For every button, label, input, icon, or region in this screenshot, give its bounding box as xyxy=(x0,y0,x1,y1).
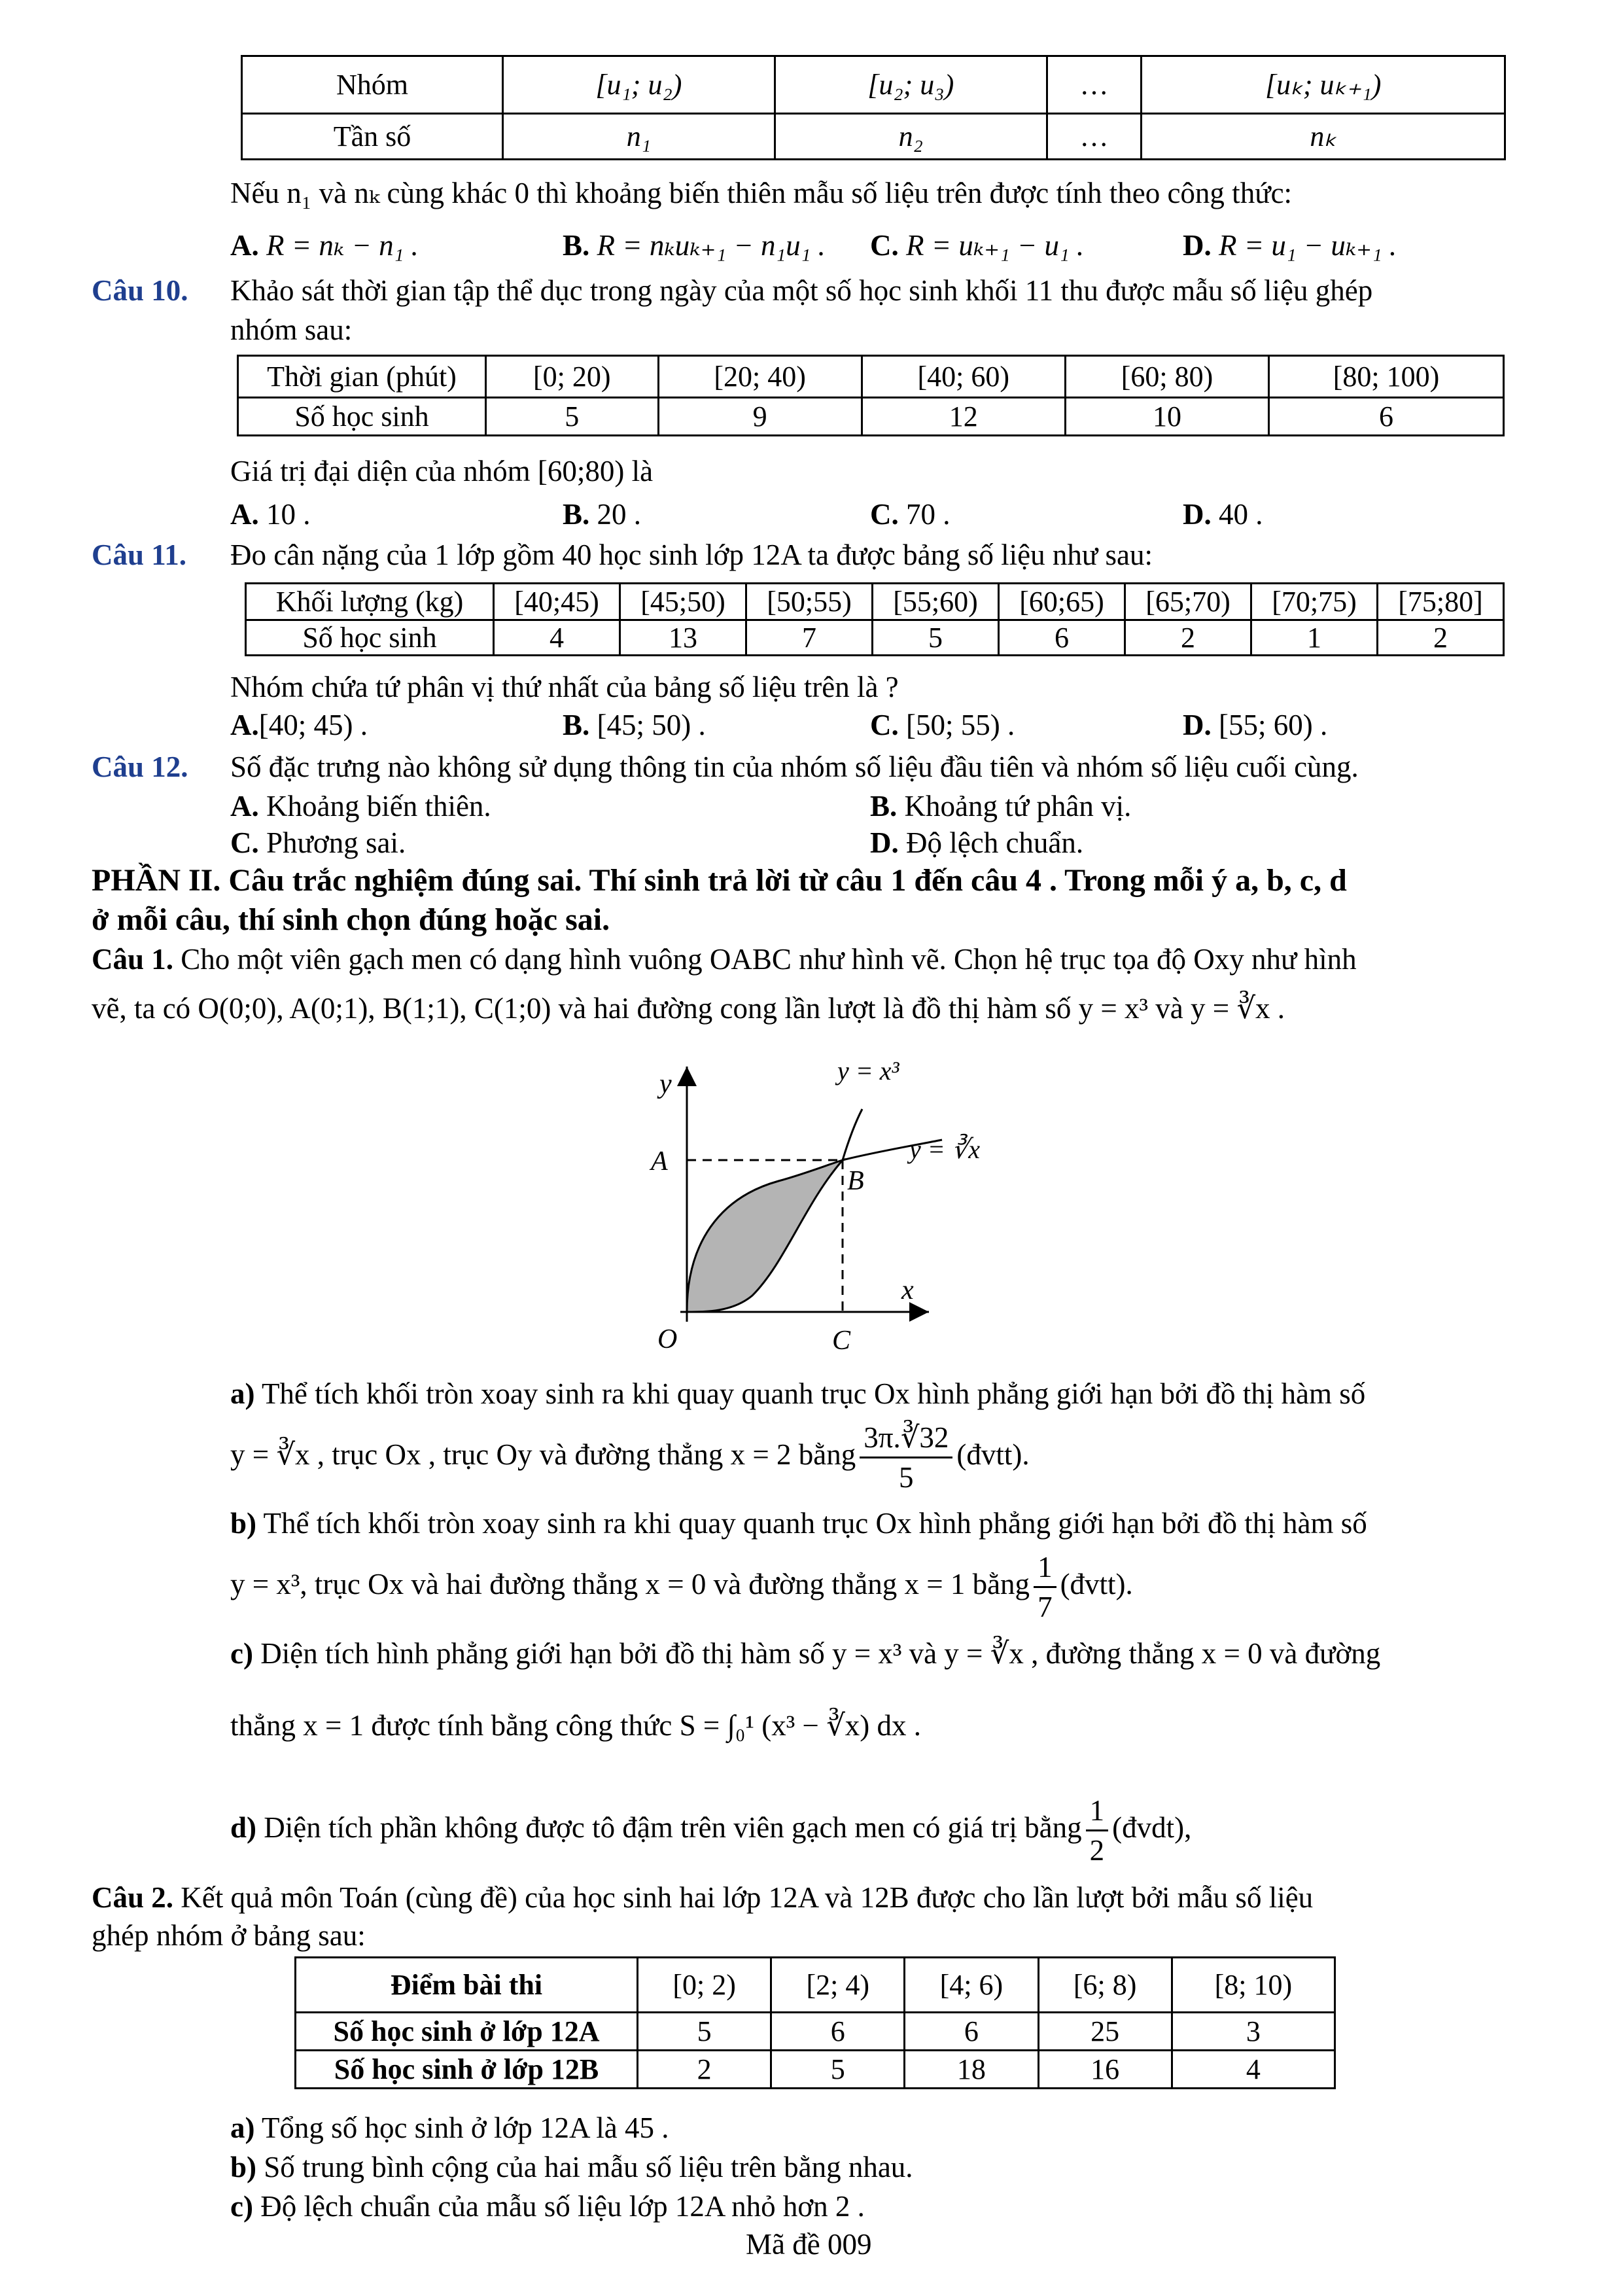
tile-figure xyxy=(589,1047,1060,1374)
cell: 13 xyxy=(620,620,746,656)
cell: Số học sinh ở lớp 12B xyxy=(296,2051,638,2089)
cell: nₖ xyxy=(1142,114,1505,160)
q11-option-c[interactable]: C. [50; 55) . xyxy=(870,709,1015,741)
p2q1-item-c-2: thẳng x = 1 được tính bằng công thức S = ∫₀¹ (x³ − ∛x) dx . xyxy=(230,1709,922,1742)
cell: [45;50) xyxy=(620,584,746,620)
p2q1-item-c: c) Diện tích hình phẳng giới hạn bởi đồ thị hàm số y = x³ và y = ∛x , đường thẳng x = 0 và đường xyxy=(230,1637,1381,1670)
cell: Điểm bài thi xyxy=(296,1958,638,2013)
q11-stem: Đo cân nặng của 1 lớp gồm 40 học sinh lớp 12A ta được bảng số liệu như sau: xyxy=(230,539,1153,571)
cell: 4 xyxy=(1172,2051,1335,2089)
p2q1-item-b: b) Thể tích khối tròn xoay sinh ra khi quay quanh trục Ox hình phẳng giới hạn bởi đồ thị hàm số xyxy=(230,1507,1367,1540)
cell: 5 xyxy=(638,2013,771,2051)
q11-label: Câu 11. xyxy=(92,539,187,571)
q12-option-c[interactable]: C. Phương sai. xyxy=(230,826,406,859)
p2q1-item-a: a) Thể tích khối tròn xoay sinh ra khi quay quanh trục Ox hình phẳng giới hạn bởi đồ thị hàm số xyxy=(230,1377,1366,1410)
label-curve-cbrt: y = ∛x xyxy=(909,1135,980,1164)
cell: 1 xyxy=(1251,620,1378,656)
q11-option-a[interactable]: A.[40; 45) . xyxy=(230,709,368,741)
q11-table xyxy=(245,582,1505,656)
cell: 6 xyxy=(771,2013,905,2051)
p2q2-stem: Câu 2. Kết quả môn Toán (cùng đề) của học sinh hai lớp 12A và 12B được cho lần lượt bởi mẫu số liệu xyxy=(92,1881,1314,1914)
cell: [2; 4) xyxy=(771,1958,905,2013)
cell: 18 xyxy=(905,2051,1038,2089)
label-b: B xyxy=(847,1166,864,1196)
cell: [40; 60) xyxy=(862,356,1065,398)
cell: [20; 40) xyxy=(658,356,862,398)
cell: 4 xyxy=(494,620,620,656)
q12-option-a[interactable]: A. Khoảng biến thiên. xyxy=(230,790,491,822)
label-y: y xyxy=(659,1069,672,1099)
p2q1-stem-2: vẽ, ta có O(0;0), A(0;1), B(1;1), C(1;0) và hai đường cong lần lượt là đồ thị hàm số y = x³ và y = ∛x . xyxy=(92,992,1285,1025)
cell: 2 xyxy=(1378,620,1504,656)
cell: [0; 20) xyxy=(486,356,659,398)
q12-stem: Số đặc trưng nào không sử dụng thông tin của nhóm số liệu đầu tiên và nhóm số liệu cuối cùng. xyxy=(230,751,1359,783)
q12-option-b[interactable]: B. Khoảng tứ phân vị. xyxy=(870,790,1132,822)
cell: [60;65) xyxy=(999,584,1125,620)
q9-option-a[interactable]: A. R = nₖ − n₁ . xyxy=(230,229,419,262)
p2q2-item-a: a) Tổng số học sinh ở lớp 12A là 45 . xyxy=(230,2111,669,2144)
cell: … xyxy=(1047,56,1142,114)
cell: [uₖ; uₖ₊₁) xyxy=(1142,56,1505,114)
curve-cube xyxy=(843,1109,862,1160)
cell: Số học sinh xyxy=(246,620,494,656)
cell: [60; 80) xyxy=(1065,356,1268,398)
cell: Khối lượng (kg) xyxy=(246,584,494,620)
q12-option-d[interactable]: D. Độ lệch chuẩn. xyxy=(870,826,1084,859)
label-c: C xyxy=(832,1326,851,1356)
cell: 9 xyxy=(658,398,862,436)
cell: 16 xyxy=(1038,2051,1172,2089)
part2-heading-2: ở mỗi câu, thí sinh chọn đúng hoặc sai. xyxy=(92,902,610,937)
cell: [40;45) xyxy=(494,584,620,620)
q12-label: Câu 12. xyxy=(92,751,188,783)
q10-label: Câu 10. xyxy=(92,274,188,307)
cell: Số học sinh xyxy=(238,398,486,436)
label-x: x xyxy=(901,1275,914,1305)
cell: [4; 6) xyxy=(905,1958,1038,2013)
cell: [80; 100) xyxy=(1269,356,1504,398)
cell: [0; 2) xyxy=(638,1958,771,2013)
cell: n₂ xyxy=(775,114,1047,160)
label-o: O xyxy=(657,1324,678,1354)
q10-table xyxy=(237,355,1505,436)
q9-option-d[interactable]: D. R = u₁ − uₖ₊₁ . xyxy=(1183,229,1397,262)
q11-question: Nhóm chứa tứ phân vị thứ nhất của bảng số liệu trên là ? xyxy=(230,671,899,703)
cell: 12 xyxy=(862,398,1065,436)
q10-question: Giá trị đại diện của nhóm [60;80) là xyxy=(230,455,654,487)
q11-option-d[interactable]: D. [55; 60) . xyxy=(1183,709,1328,741)
cell: 6 xyxy=(905,2013,1038,2051)
group-table xyxy=(241,55,1506,160)
p2q2-item-b: b) Số trung bình cộng của hai mẫu số liệu trên bằng nhau. xyxy=(230,2151,913,2183)
cell: 10 xyxy=(1065,398,1268,436)
q10-option-a[interactable]: A. 10 . xyxy=(230,498,311,531)
cell: Số học sinh ở lớp 12A xyxy=(296,2013,638,2051)
cell: … xyxy=(1047,114,1142,160)
cell: Thời gian (phút) xyxy=(238,356,486,398)
part2-heading: PHẦN II. Câu trắc nghiệm đúng sai. Thí sinh trả lời từ câu 1 đến câu 4 . Trong mỗi ý a, b, c, d xyxy=(92,863,1347,898)
cell: 2 xyxy=(1125,620,1251,656)
p2q2-stem-2: ghép nhóm ở bảng sau: xyxy=(92,1919,366,1952)
q10-option-c[interactable]: C. 70 . xyxy=(870,498,951,531)
label-a: A xyxy=(651,1146,668,1176)
q9-stem: Nếu n₁ và nₖ cùng khác 0 thì khoảng biến thiên mẫu số liệu trên được tính theo công thức: xyxy=(230,177,1293,209)
shaded-region xyxy=(687,1160,843,1312)
cell: [6; 8) xyxy=(1038,1958,1172,2013)
p2q1-item-d: d) Diện tích phần không được tô đậm trên viên gạch men có giá trị bằng $\frac{1}{2}$ (đvdt), xyxy=(230,1792,1191,1869)
label-curve-cube: y = x³ xyxy=(837,1056,899,1086)
q10-stem: Khảo sát thời gian tập thể dục trong ngày của một số học sinh khối 11 thu được mẫu số liệu ghép xyxy=(230,274,1373,307)
p2q1-stem: Câu 1. Cho một viên gạch men có dạng hình vuông OABC như hình vẽ. Chọn hệ trục tọa độ Oxy như hình xyxy=(92,943,1357,976)
cell: Tần số xyxy=(242,114,503,160)
fraction: $\frac{3\pi.∛32}{5}$ xyxy=(860,1419,952,1496)
cell: 5 xyxy=(486,398,659,436)
q9-option-b[interactable]: B. R = nₖuₖ₊₁ − n₁u₁ . xyxy=(563,229,826,262)
fraction: $\frac{1}{7}$ xyxy=(1034,1548,1056,1626)
footer-exam-code: Mã đề 009 xyxy=(746,2228,872,2261)
cell: 6 xyxy=(999,620,1125,656)
p2q1-item-a-2: y = ∛x , trục Ox , trục Oy và đường thẳng x = 2 bằng $\frac{3\pi.∛32}{5}$ (đvtt). xyxy=(230,1419,1030,1496)
cell: [u₂; u₃) xyxy=(775,56,1047,114)
cell: 7 xyxy=(746,620,873,656)
cell: [8; 10) xyxy=(1172,1958,1335,2013)
cell: n₁ xyxy=(503,114,775,160)
q9-option-c[interactable]: C. R = uₖ₊₁ − u₁ . xyxy=(870,229,1085,262)
cell: [u₁; u₂) xyxy=(503,56,775,114)
cell: [55;60) xyxy=(873,584,999,620)
fraction: $\frac{1}{2}$ xyxy=(1086,1792,1109,1869)
cell: Nhóm xyxy=(242,56,503,114)
q10-option-b[interactable]: B. 20 . xyxy=(563,498,642,531)
cell: 3 xyxy=(1172,2013,1335,2051)
p2q2-item-c: c) Độ lệch chuẩn của mẫu số liệu lớp 12A nhỏ hơn 2 . xyxy=(230,2190,865,2223)
cell: [70;75) xyxy=(1251,584,1378,620)
cell: 5 xyxy=(873,620,999,656)
cell: [75;80] xyxy=(1378,584,1504,620)
cell: [50;55) xyxy=(746,584,873,620)
cell: 6 xyxy=(1269,398,1504,436)
cell: 2 xyxy=(638,2051,771,2089)
q10-stem-2: nhóm sau: xyxy=(230,313,353,346)
cell: 5 xyxy=(771,2051,905,2089)
cell: [65;70) xyxy=(1125,584,1251,620)
q10-option-d[interactable]: D. 40 . xyxy=(1183,498,1263,531)
q11-option-b[interactable]: B. [45; 50) . xyxy=(563,709,706,741)
cell: 25 xyxy=(1038,2013,1172,2051)
p2q2-table xyxy=(294,1956,1336,2089)
p2q1-item-b-2: y = x³, trục Ox và hai đường thẳng x = 0 và đường thẳng x = 1 bằng $\frac{1}{7}$ (đvtt). xyxy=(230,1548,1133,1626)
